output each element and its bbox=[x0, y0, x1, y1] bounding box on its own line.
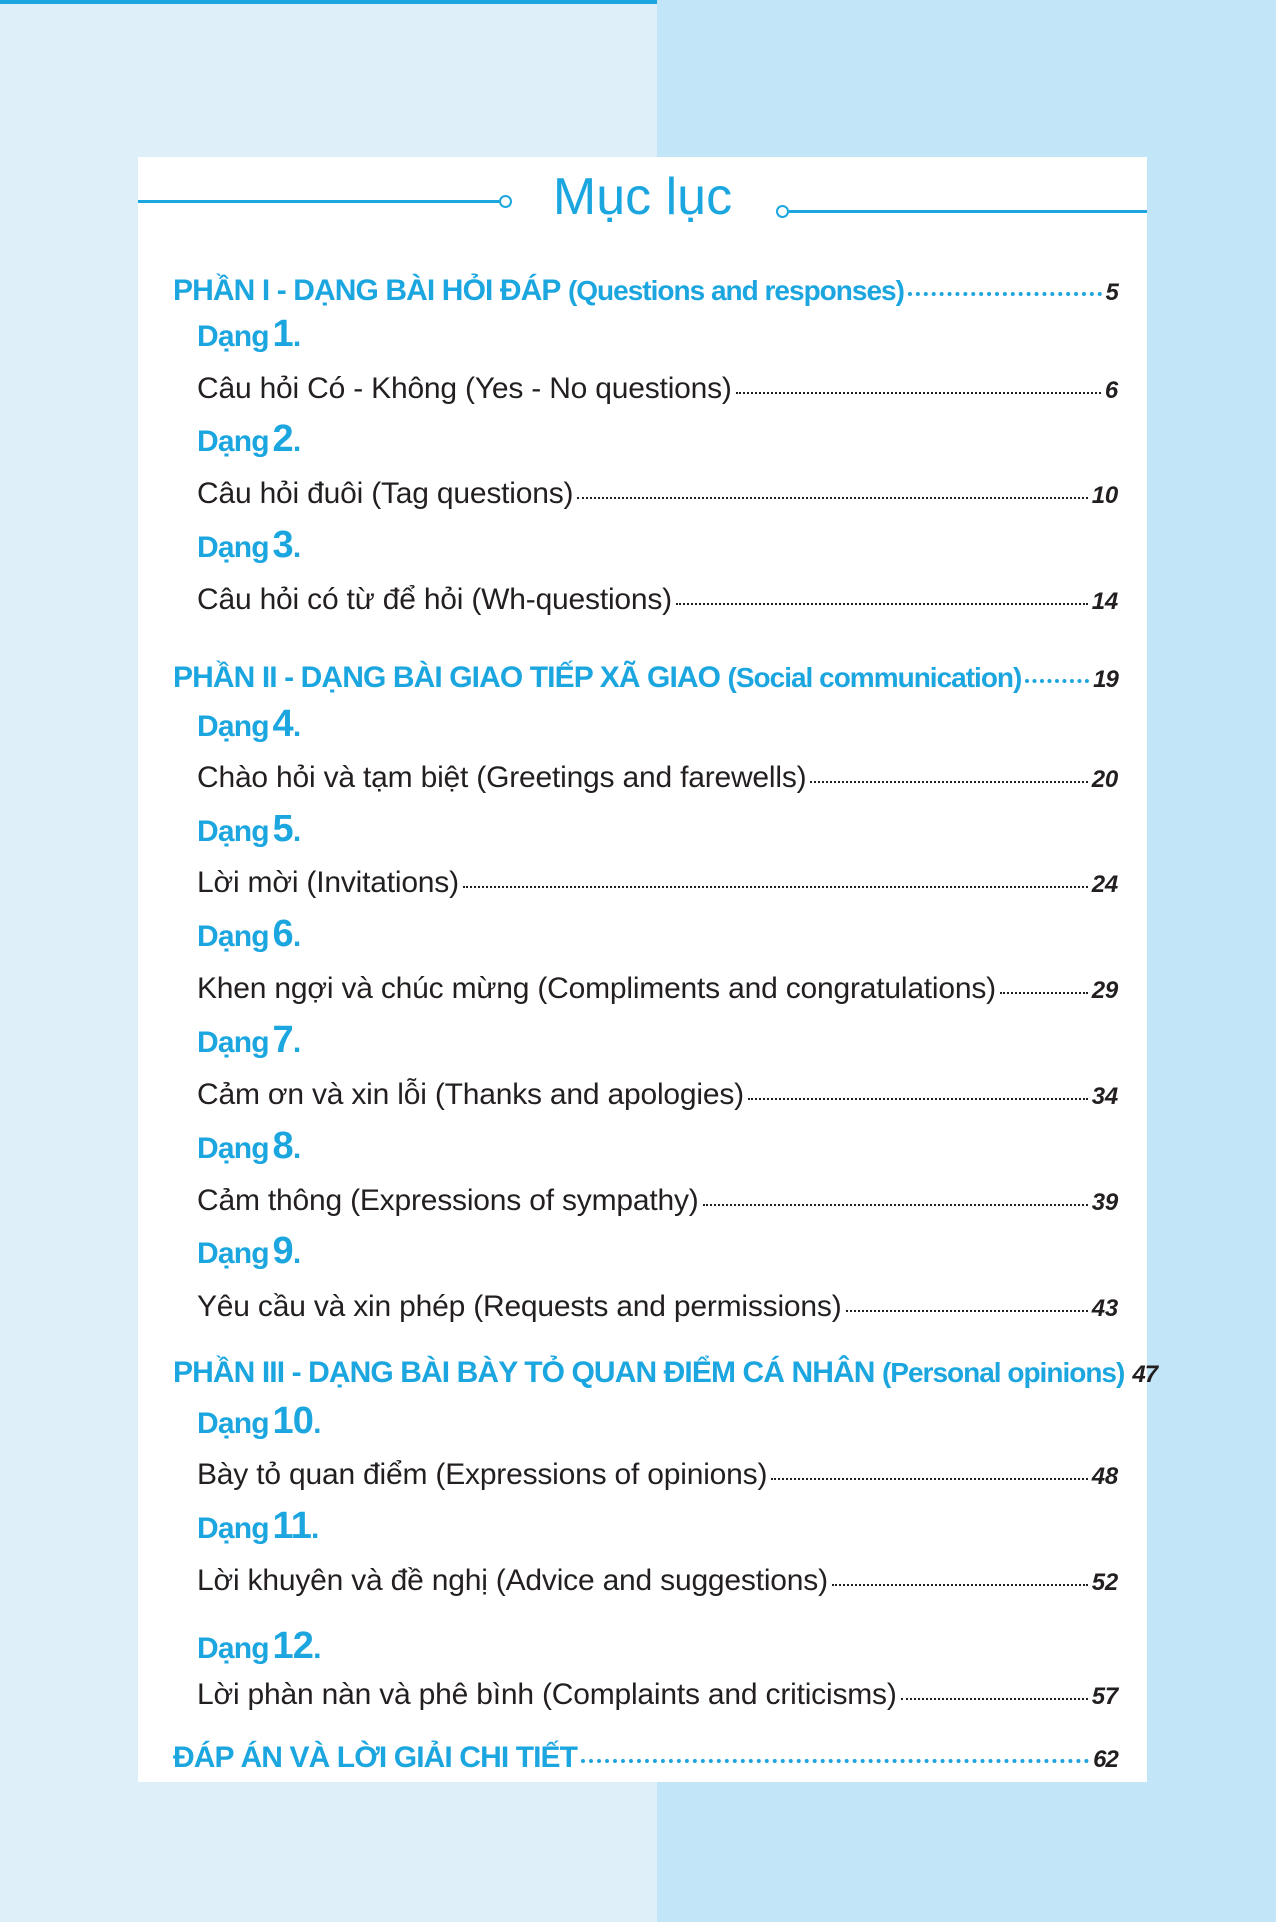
toc-item[interactable] bbox=[197, 1078, 1118, 1112]
section-dot: . bbox=[292, 1026, 301, 1059]
item-title: Câu hỏi có từ để hỏi (Wh-questions) bbox=[197, 583, 672, 616]
section-number: 2 bbox=[272, 418, 293, 460]
section-word: Dạng bbox=[197, 920, 269, 953]
toc-card bbox=[138, 157, 1158, 1782]
section-dot: . bbox=[292, 1237, 301, 1270]
item-title: Lời khuyên và đề nghị (Advice and suggestions) bbox=[197, 1564, 828, 1597]
dot-leader bbox=[703, 1204, 1088, 1206]
toc-item[interactable] bbox=[197, 761, 1118, 795]
section-word: Dạng bbox=[197, 1026, 269, 1059]
toc-part-heading[interactable] bbox=[173, 1741, 1118, 1775]
toc-section-label bbox=[197, 1505, 319, 1548]
page-number: 20 bbox=[1091, 766, 1118, 793]
dot-leader bbox=[771, 1478, 1087, 1480]
title-rule-right-dot bbox=[776, 205, 789, 218]
dot-leader bbox=[832, 1584, 1088, 1586]
section-number: 12 bbox=[272, 1625, 314, 1667]
dot-leader bbox=[463, 886, 1088, 888]
page-number: 34 bbox=[1091, 1083, 1118, 1110]
section-number: 10 bbox=[272, 1400, 314, 1442]
dot-leader bbox=[748, 1098, 1088, 1100]
page-number: 14 bbox=[1091, 588, 1118, 615]
section-dot: . bbox=[313, 1407, 321, 1440]
section-word: Dạng bbox=[197, 815, 269, 848]
page-number: 5 bbox=[1105, 279, 1118, 306]
section-word: Dạng bbox=[197, 320, 269, 353]
section-dot: . bbox=[292, 425, 301, 458]
toc-item[interactable] bbox=[197, 1184, 1118, 1218]
item-title: Chào hỏi và tạm biệt (Greetings and farewells) bbox=[197, 761, 807, 794]
item-title: Cảm thông (Expressions of sympathy) bbox=[197, 1184, 699, 1217]
item-title: Yêu cầu và xin phép (Requests and permissions) bbox=[197, 1290, 842, 1323]
toc-item[interactable] bbox=[197, 477, 1118, 511]
toc-section-label bbox=[197, 524, 300, 567]
page-number: 10 bbox=[1091, 482, 1118, 509]
dot-leader bbox=[846, 1310, 1088, 1312]
section-number: 11 bbox=[272, 1505, 312, 1547]
toc-item[interactable] bbox=[197, 1458, 1118, 1492]
part-title: ĐÁP ÁN VÀ LỜI GIẢI CHI TIẾT bbox=[173, 1741, 578, 1774]
dot-leader bbox=[1025, 679, 1089, 683]
section-dot: . bbox=[311, 1512, 319, 1545]
toc-section-label bbox=[197, 1400, 321, 1443]
page-number: 48 bbox=[1091, 1463, 1118, 1490]
section-dot: . bbox=[292, 531, 301, 564]
section-word: Dạng bbox=[197, 531, 269, 564]
page-title: Mục lục bbox=[552, 168, 733, 226]
section-number: 8 bbox=[272, 1125, 293, 1167]
page-number: 39 bbox=[1091, 1189, 1118, 1216]
section-number: 3 bbox=[272, 524, 293, 566]
section-dot: . bbox=[292, 920, 301, 953]
section-number: 4 bbox=[272, 703, 293, 745]
part-subtitle: (Questions and responses) bbox=[567, 275, 904, 306]
section-word: Dạng bbox=[197, 1512, 269, 1545]
section-word: Dạng bbox=[197, 1407, 269, 1440]
title-header bbox=[138, 157, 1147, 247]
toc-part-heading[interactable] bbox=[173, 1356, 1158, 1390]
item-title: Bày tỏ quan điểm (Expressions of opinions) bbox=[197, 1458, 768, 1491]
dot-leader bbox=[577, 497, 1087, 499]
section-number: 6 bbox=[272, 913, 293, 955]
section-word: Dạng bbox=[197, 1132, 269, 1165]
page-number: 19 bbox=[1093, 666, 1118, 693]
toc-section-label bbox=[197, 1019, 300, 1062]
toc-section-label bbox=[197, 1625, 321, 1668]
item-title: Khen ngợi và chúc mừng (Compliments and congratulations) bbox=[197, 972, 996, 1005]
section-number: 9 bbox=[272, 1230, 293, 1272]
toc-item[interactable] bbox=[197, 1564, 1118, 1598]
toc-section-label bbox=[197, 418, 300, 461]
section-dot: . bbox=[292, 1132, 301, 1165]
page-number: 57 bbox=[1091, 1683, 1118, 1710]
part-title: PHẦN I - DẠNG BÀI HỎI ĐÁP bbox=[173, 274, 561, 307]
section-dot: . bbox=[292, 320, 301, 353]
page-number: 29 bbox=[1091, 977, 1118, 1004]
item-title: Câu hỏi Có - Không (Yes - No questions) bbox=[197, 372, 732, 405]
dot-leader bbox=[901, 1698, 1088, 1700]
part-subtitle: (Social communication) bbox=[727, 662, 1022, 693]
page-number: 43 bbox=[1091, 1295, 1118, 1322]
part-subtitle: (Personal opinions) bbox=[881, 1357, 1125, 1388]
page-number: 52 bbox=[1091, 1569, 1118, 1596]
toc-section-label bbox=[197, 703, 300, 746]
title-rule-right bbox=[789, 210, 1147, 213]
section-dot: . bbox=[292, 710, 301, 743]
dot-leader bbox=[810, 781, 1087, 783]
section-word: Dạng bbox=[197, 425, 269, 458]
section-number: 1 bbox=[272, 313, 293, 355]
section-dot: . bbox=[313, 1632, 321, 1665]
page-number: 6 bbox=[1104, 377, 1118, 404]
page-number: 62 bbox=[1093, 1746, 1118, 1773]
top-accent-line bbox=[0, 0, 657, 4]
section-dot: . bbox=[292, 815, 301, 848]
item-title: Cảm ơn và xin lỗi (Thanks and apologies) bbox=[197, 1078, 744, 1111]
toc-item[interactable] bbox=[197, 1678, 1118, 1712]
toc-item[interactable] bbox=[197, 972, 1118, 1006]
item-title: Lời mời (Invitations) bbox=[197, 866, 459, 899]
item-title: Lời phàn nàn và phê bình (Complaints and criticisms) bbox=[197, 1678, 897, 1711]
section-number: 5 bbox=[272, 808, 293, 850]
dot-leader bbox=[676, 603, 1088, 605]
section-word: Dạng bbox=[197, 1237, 269, 1270]
page-number: 24 bbox=[1091, 871, 1118, 898]
toc-section-label bbox=[197, 313, 300, 356]
toc-part-heading[interactable] bbox=[173, 274, 1118, 308]
toc-item[interactable] bbox=[197, 866, 1118, 900]
dot-leader bbox=[908, 292, 1102, 296]
section-word: Dạng bbox=[197, 1632, 269, 1665]
toc-item[interactable] bbox=[197, 583, 1118, 617]
page-number: 47 bbox=[1132, 1361, 1158, 1388]
toc-part-heading[interactable] bbox=[173, 661, 1118, 695]
section-number: 7 bbox=[272, 1019, 293, 1061]
toc-item[interactable] bbox=[197, 372, 1118, 406]
dot-leader bbox=[736, 392, 1101, 394]
dot-leader bbox=[1000, 992, 1088, 994]
toc-section-label bbox=[197, 808, 300, 851]
toc-section-label bbox=[197, 1230, 300, 1273]
toc-item[interactable] bbox=[197, 1290, 1118, 1324]
part-title: PHẦN II - DẠNG BÀI GIAO TIẾP XÃ GIAO bbox=[173, 661, 721, 694]
dot-leader bbox=[581, 1759, 1089, 1763]
toc-section-label bbox=[197, 913, 300, 956]
part-title: PHẦN III - DẠNG BÀI BÀY TỎ QUAN ĐIỂM CÁ NHÂN bbox=[173, 1356, 875, 1389]
section-word: Dạng bbox=[197, 710, 269, 743]
item-title: Câu hỏi đuôi (Tag questions) bbox=[197, 477, 574, 510]
toc-section-label bbox=[197, 1125, 300, 1168]
